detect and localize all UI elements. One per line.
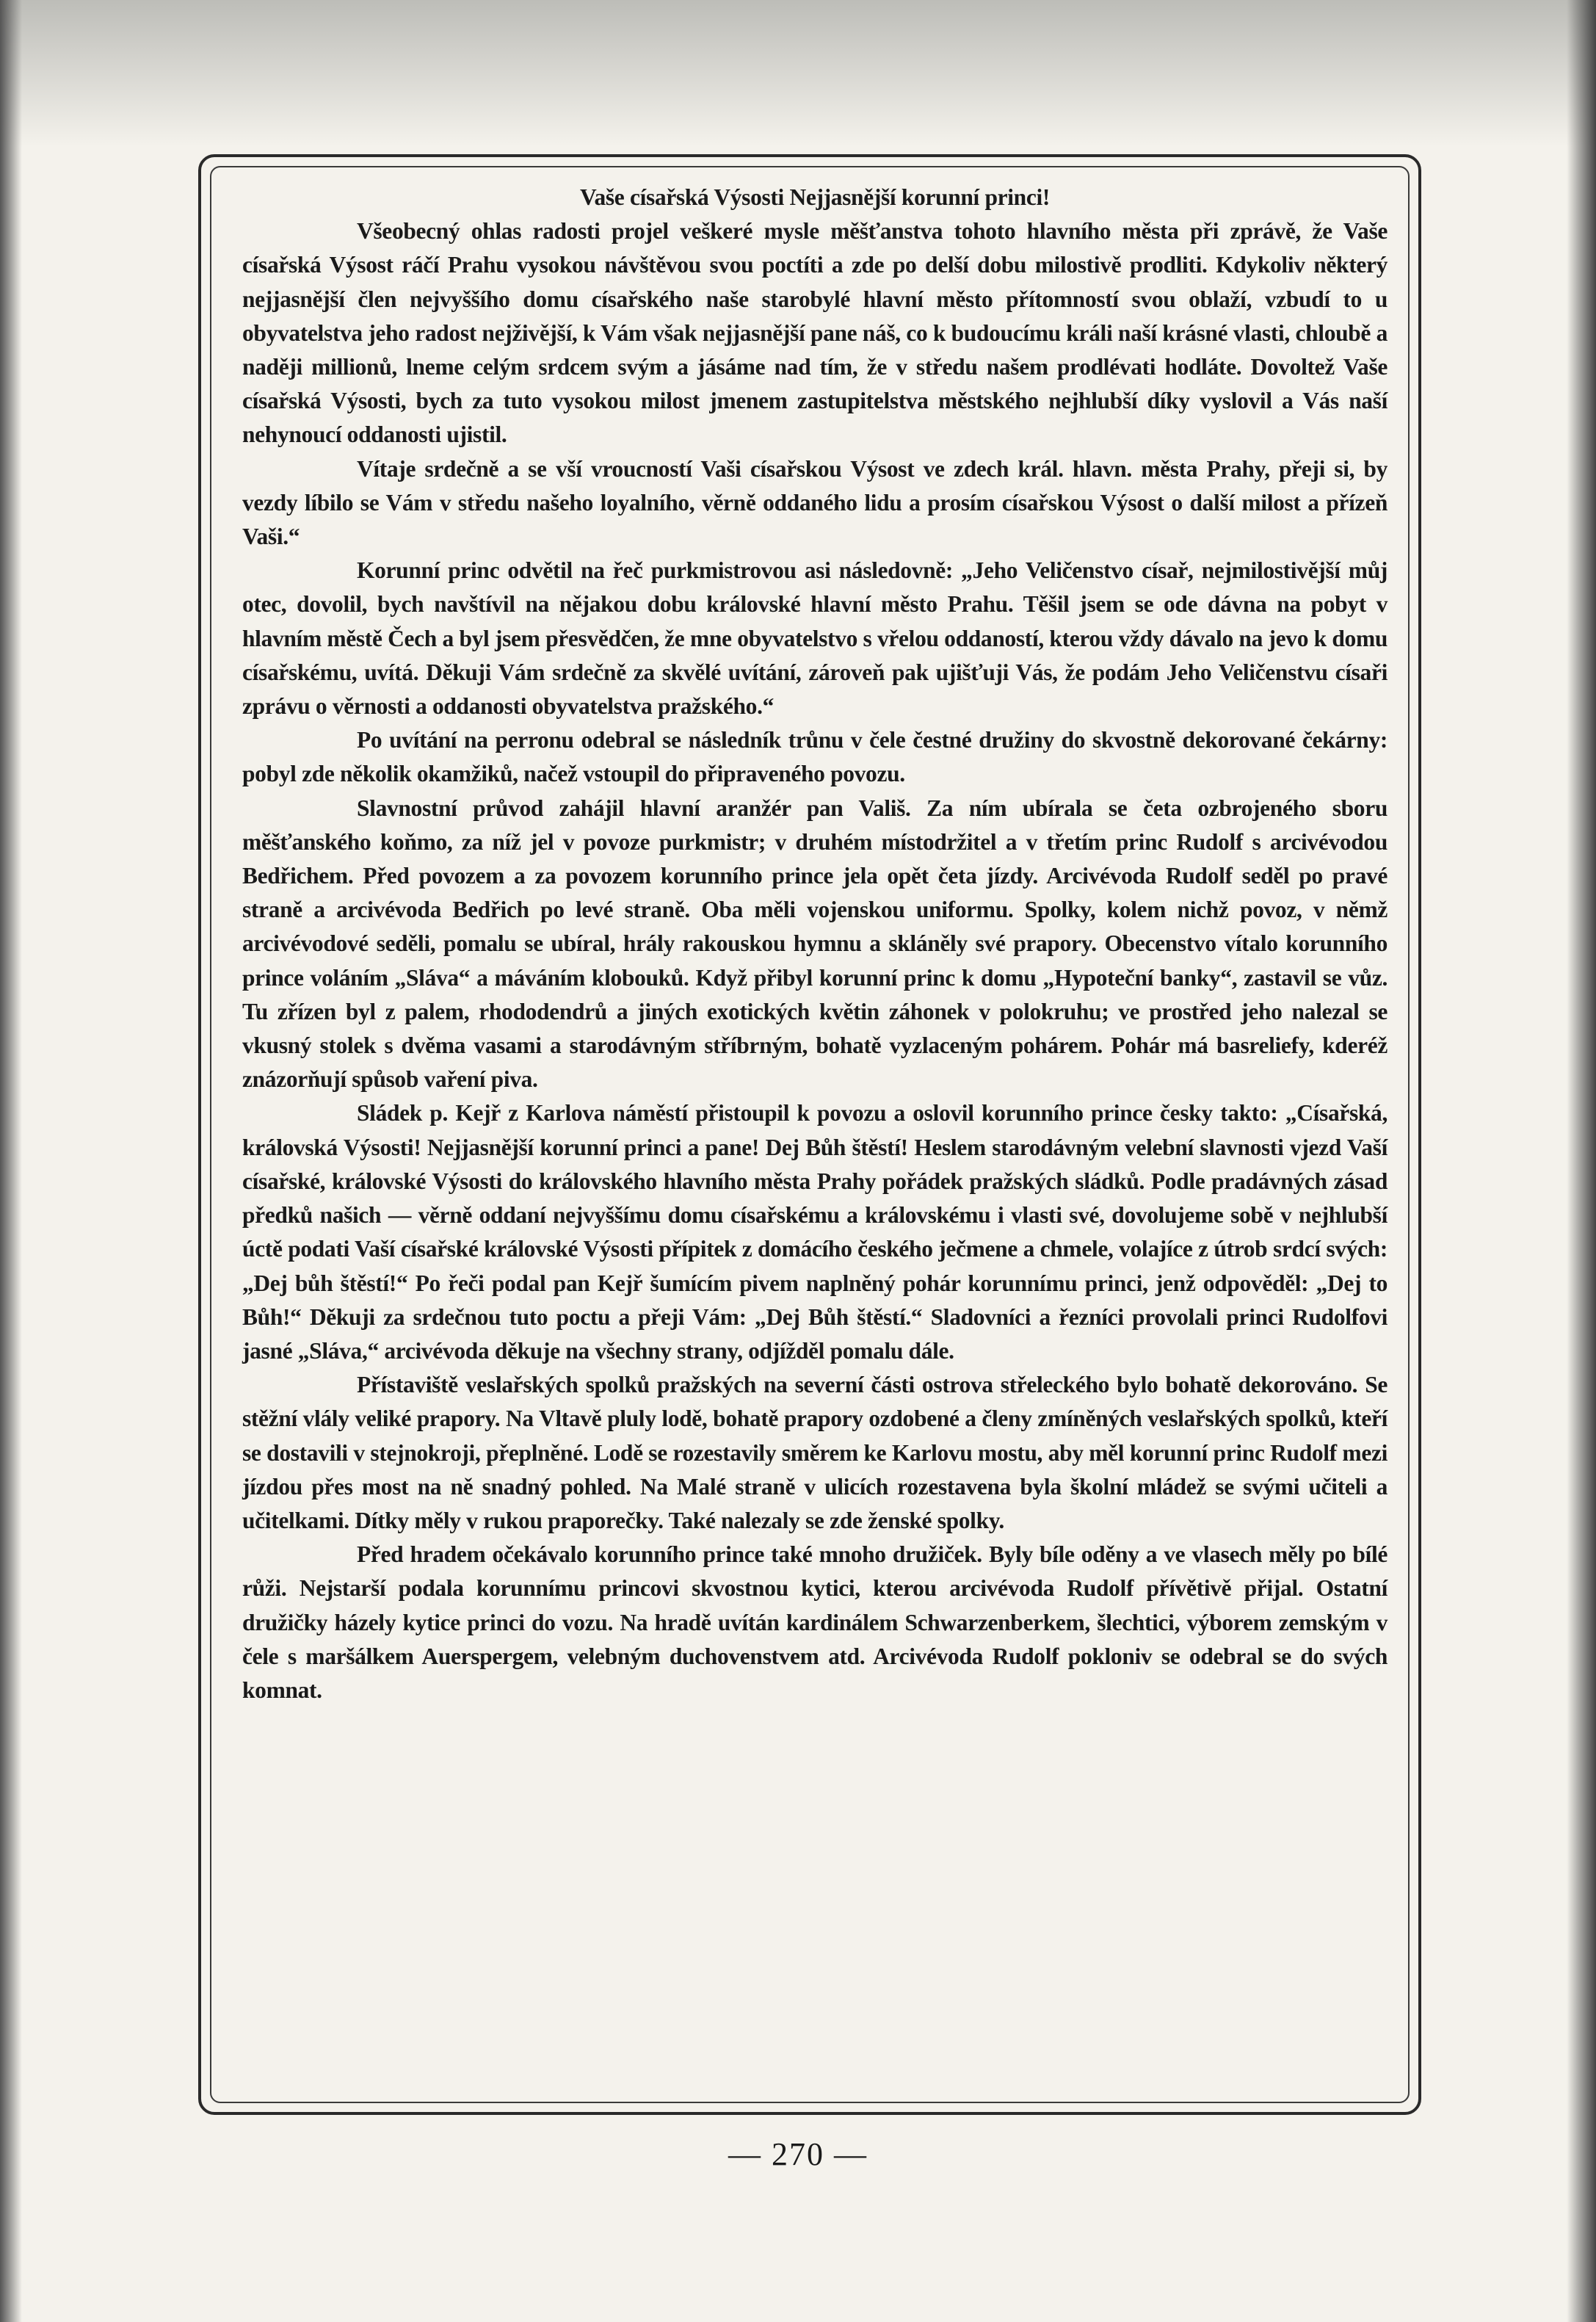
page-edge-shadow-right — [1567, 0, 1596, 2322]
paragraph: Přístaviště veslařských spolků pražských na severní části ostrova střeleckého bylo bohatě dekorováno. Se stěžní vlály veliké prapory. Na Vltavě pluly lodě, bohatě prapory ozdobené a členy zmíněných veslařských spolků, kteří se dostavili v stejnokroji, přeplněné. Lodě se rozestavily směrem ke Karlovu mostu, aby měl korunní princ Rudolf mezi jízdou přes most na ně snadný pohled. Na Malé straně v ulicích rozestavena byla školní mládež se svými učiteli a učitelkami. Dítky měly v rukou praporečky. Také nalezaly se zde ženské spolky. — [242, 1372, 1388, 1533]
page-edge-shadow-left — [0, 0, 22, 2322]
paragraph: Všeobecný ohlas radosti projel veškeré mysle měšťanstva tohoto hlavního města při zprávě, že Vaše císařská Výsost ráčí Prahu vysokou návštěvou svou poctíti a zde po delší dobu milostivě prodliti. Kdykoliv některý nejjasnější člen nejvyššího domu císařského naše starobylé hlavní město přítomností svou oblaží, vzbudí to u obyvatelstva jeho radost nejživější, k Vám však nejjasnější pane náš, co k budoucímu králi naší krásné vlasti, chloubě a naději millionů, lneme celým srdcem svým a jásáme nad tím, že v středu našem prodlévati hodláte. Dovoltež Vaše císařská Výsosti, bych za tuto vysokou milost jmenem zastupitelstva městského nejhlubší díky vyslovil a Vás naší nehynoucí oddanosti ujistil. — [242, 218, 1388, 448]
paragraph: Slavnostní průvod zahájil hlavní aranžér pan Vališ. Za ním ubírala se četa ozbrojeného sboru měšťanského koňmo, za níž jel v povoze purkmistr; v druhém místodržitel a v třetím princ Rudolf s arcivévodou Bedřichem. Před povozem a za povozem korunního prince jela opět četa jízdy. Arcivévoda Rudolf seděl po pravé straně a arcivévoda Bedřich po levé straně. Oba měli vojenskou uniformu. Spolky, kolem nichž povoz, v němž arcivévodové seděli, pomalu se ubíral, hrály rakouskou hymnu a skláněly své prapory. Obecenstvo vítalo korunního prince voláním „Sláva“ a máváním klobouků. Když přibyl korunní princ k domu „Hypoteční banky“, zastavil se vůz. Tu zřízen byl z palem, rhododendrů a jiných exotických květin záhonek v polokruhu; ve prostřed jeho nalezal se vkusný stolek s dvěma vasami a starodávným stříbrným, bohatě vyzlaceným pohárem. Pohár má basreliefy, kderéž znázorňují spůsob vaření piva. — [242, 795, 1388, 1093]
salutation: Vaše císařská Výsosti Nejjasnější korunní princi! — [579, 184, 1051, 210]
page-edge-shadow-top — [0, 0, 1596, 147]
page-number: — 270 — — [728, 2136, 868, 2172]
paragraph: Před hradem očekávalo korunního prince také mnoho družiček. Byly bíle oděny a ve vlasech měly po bílé růži. Nejstarší podala korunnímu princovi skvostnou kytici, kterou arcivévoda Rudolf přívětivě přijal. Ostatní družičky házely kytice princi do vozu. Na hradě uvítán kardinálem Schwarzenberkem, šlechtici, výborem zemským v čele s maršálkem Auerspergem, velebným duchovenstvem atd. Arcivévoda Rudolf pokloniv se odebral se do svých komnat. — [242, 1541, 1388, 1703]
main-text — [242, 181, 1388, 1707]
paragraph: Po uvítání na perronu odebral se následník trůnu v čele čestné družiny do skvostně dekorované čekárny: pobyl zde několik okamžiků, načež vstoupil do připraveného povozu. — [242, 727, 1388, 787]
paragraph: Sládek p. Kejř z Karlova náměstí přistoupil k povozu a oslovil korunního prince česky takto: „Císařská, královská Výsosti! Nejjasnější korunní princi a pane! Dej Bůh štěstí! Heslem starodávným velební slavnosti vjezd Vaší císařské, královské Výsosti do královského hlavního města Prahy pořádek pražských sládků. Podle pradávných zásad předků našich — věrně oddaní nejvyššímu domu císařskému a královskému i vlasti své, dovolujeme sobě v nejhlubší úctě podati Vaší císařské královské Výsosti přípitek z domácího českého ječmene a chmele, volajíce z útrob srdcí svých: „Dej bůh štěstí!“ Po řeči podal pan Kejř šumícím pivem naplněný pohár korunnímu princi, jenž odpověděl: „Dej to Bůh!“ Děkuji za srdečnou tuto poctu a přeji Vám: „Dej Bůh štěstí.“ Sladovníci a řezníci provolali princi Rudolfovi jasné „Sláva,“ arcivévoda děkuje na všechny strany, odjížděl pomalu dále. — [242, 1100, 1388, 1364]
paragraph: Vítaje srdečně a se vší vroucností Vaši císařskou Výsost ve zdech král. hlavn. města Prahy, přeji si, by vezdy líbilo se Vám v středu našeho loyalního, věrně oddaného lidu a prosím císařskou Výsost o další milost a přízeň Vaši.“ — [242, 455, 1388, 550]
paragraph: Korunní princ odvětil na řeč purkmistrovou asi následovně: „Jeho Veličenstvo císař, nejmilostivější můj otec, dovolil, bych navštívil na nějakou dobu královské hlavní město Prahu. Těšil jsem se ode dávna na pobyt v hlavním městě Čech a byl jsem přesvědčen, že mne obyvatelstvo s vřelou oddaností, kterou vždy dávalo na jevo k domu císařskému, uvítá. Děkuji Vám srdečně za skvělé uvítání, zároveň pak ujišťuji Vás, že podám Jeho Veličenstvu císaři zprávu o věrnosti a oddanosti obyvatelstva pražského.“ — [242, 557, 1388, 720]
